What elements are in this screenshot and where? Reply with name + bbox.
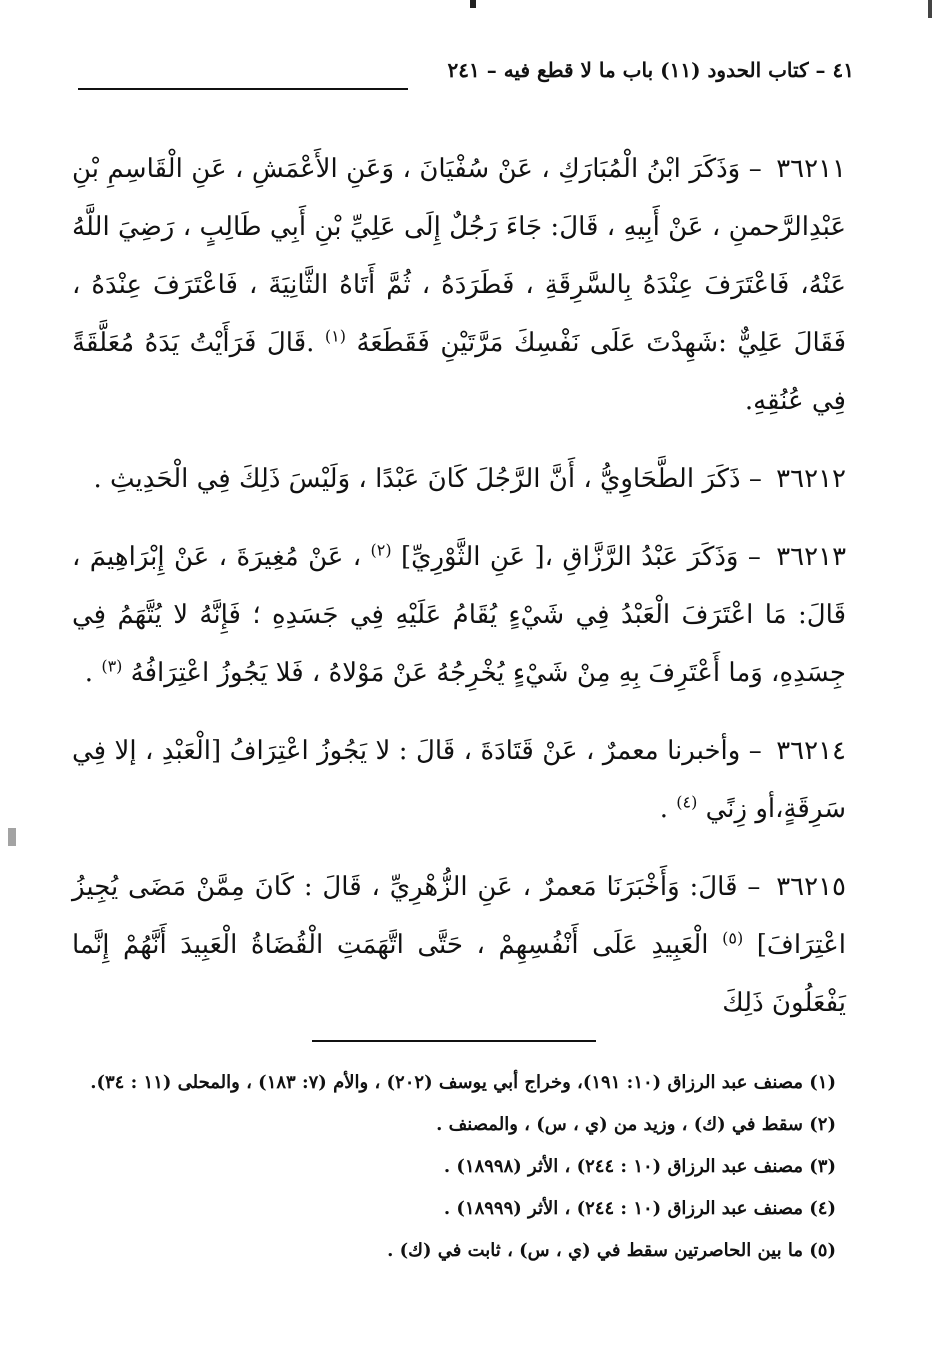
paragraph-36214 <box>72 722 846 838</box>
footnote-5: (٥) ما بين الحاصرتين سقط في (ي ، س) ، ثابت في (ك) . <box>387 1240 836 1261</box>
paragraph-tail: الْعَبِيدِ عَلَى أَنْفُسِهِمْ ، حَتَّى اتَّهَمَتِ الْقُضَاةُ الْعَبِيدَ أَنَّهُمْ إِنَّما يَفْعَلُونَ ذَلِكَ <box>72 930 846 1018</box>
running-header <box>78 58 854 98</box>
paragraph-36215 <box>72 858 846 1032</box>
paragraph-text: – وأخبرنا معمرٌ ، عَنْ قَتَادَةَ ، قَالَ : لا يَجُوزُ اعْتِرَافُ [الْعَبْدِ ، إلا فِي سَرِقَةٍ،أو زِنًي <box>72 736 846 824</box>
footnotes <box>62 1062 836 1272</box>
footnote-ref: (٣) <box>101 656 123 676</box>
scan-mark <box>470 0 476 8</box>
footnote-2: (٢) سقط في (ك) ، وزيد من (ي ، س) ، والمصنف . <box>436 1114 836 1135</box>
paragraph-36212 <box>72 450 846 508</box>
main-text <box>72 140 846 1052</box>
footnote-ref: (٥) <box>722 928 744 948</box>
paragraph-tail: . <box>659 794 668 824</box>
paragraph-36213 <box>72 528 846 702</box>
paragraph-tail: ، عَنْ مُغِيرَةَ ، عَنْ إِبْرَاهِيمَ ، قَالَ: مَا اعْتَرَفَ الْعَبْدُ فِي شَيْءٍ يُقَامُ عَلَيْهِ فِي جَسَدِهِ ؛ فَإِنَّهُ لا يُتَّهَمُ فِي جِسَدِهِ، وَما أَعْتَرِفَ بِهِ مِنْ شَيْءٍ يُخْرِجُهُ عَنْ مَوْلاهُ ، فَلا يَجُوزُ اعْتِرَافُهُ <box>72 542 846 688</box>
header-rule <box>78 88 408 90</box>
footnote-4: (٤) مصنف عبد الرزاق (١٠ : ٢٤٤) ، الأثر (١٨٩٩٩) . <box>443 1198 836 1219</box>
footnote-ref: (٢) <box>370 540 392 560</box>
hadith-number: ٣٦٢١٢ <box>776 464 846 494</box>
footnote-3: (٣) مصنف عبد الرزاق (١٠ : ٢٤٤) ، الأثر (١٨٩٩٨) . <box>443 1156 836 1177</box>
footnote-rule <box>312 1040 596 1042</box>
running-title: ٤١ – كتاب الحدود (١١) باب ما لا قطع فيه – ٢٤١ <box>447 58 854 82</box>
paragraph-text: – قَالَ: وَأَخْبَرَنَا مَعمرٌ ، عَنِ الزُّهْرِيِّ ، قَالَ : كَانَ مِمَّنْ مَضَى يُجِيزُ اعْتِرَافَ] <box>72 872 846 960</box>
paragraph-text: – ذَكَرَ الطَّحَاوِيُّ ، أَنَّ الرَّجُلَ كَانَ عَبْدًا ، وَلَيْسَ ذَلِكَ فِي الْحَدِيثِ . <box>93 464 762 494</box>
paragraph-tail: .قَالَ فَرَأَيْتُ يَدَهُ مُعَلَّقَةً فِي عُنُقِهِ. <box>72 328 846 416</box>
margin-scan-mark <box>8 828 16 846</box>
paragraph-text: – وَذَكَرَ عَبْدُ الرَّزَّاقِ ،[ عَنِ الثَّوْرِيِّ] <box>401 542 761 572</box>
hadith-number: ٣٦٢١٣ <box>776 542 847 572</box>
paragraph-text: – وَذَكَرَ ابْنُ الْمُبَارَكِ ، عَنْ سُفْيَانَ ، وَعَنِ الأَعْمَشِ ، عَنِ الْقَاسِمِ بْنِ عَبْدِالرَّحمنِ ، عَنْ أَبِيهِ ، قَالَ: جَاءَ رَجُلٌ إِلَى عَلِيِّ بْنِ أَبِي طَالِبٍ ، رَضِيَ اللَّهُ عَنْهُ، فَاعْتَرَفَ عِنْدَهُ بِالسَّرِقَةِ ، فَطَرَدَهُ ، ثُمَّ أَتَاهُ الثَّانِيَةَ ، فَاعْتَرَفَ عِنْدَهُ ، فَقَالَ عَلِيٌّ :شَهِدْتَ عَلَى نَفْسِكَ مَرَّتَيْنِ فَقَطَعَهُ <box>72 154 846 358</box>
hadith-number: ٣٦٢١١ <box>776 154 847 184</box>
paragraph-tail: . <box>84 658 94 688</box>
paragraph-36211 <box>72 140 846 430</box>
footnote-ref: (٤) <box>676 792 698 812</box>
scan-edge-line <box>928 0 932 18</box>
footnote-1: (١) مصنف عبد الرزاق (١٠: ١٩١)، وخراج أبي يوسف (٢٠٢) ، والأم (٧: ١٨٣) ، والمحلى (١١ : ٣٤). <box>90 1072 836 1093</box>
footnote-ref: (١) <box>324 326 346 346</box>
hadith-number: ٣٦٢١٥ <box>776 872 847 902</box>
hadith-number: ٣٦٢١٤ <box>776 736 847 766</box>
